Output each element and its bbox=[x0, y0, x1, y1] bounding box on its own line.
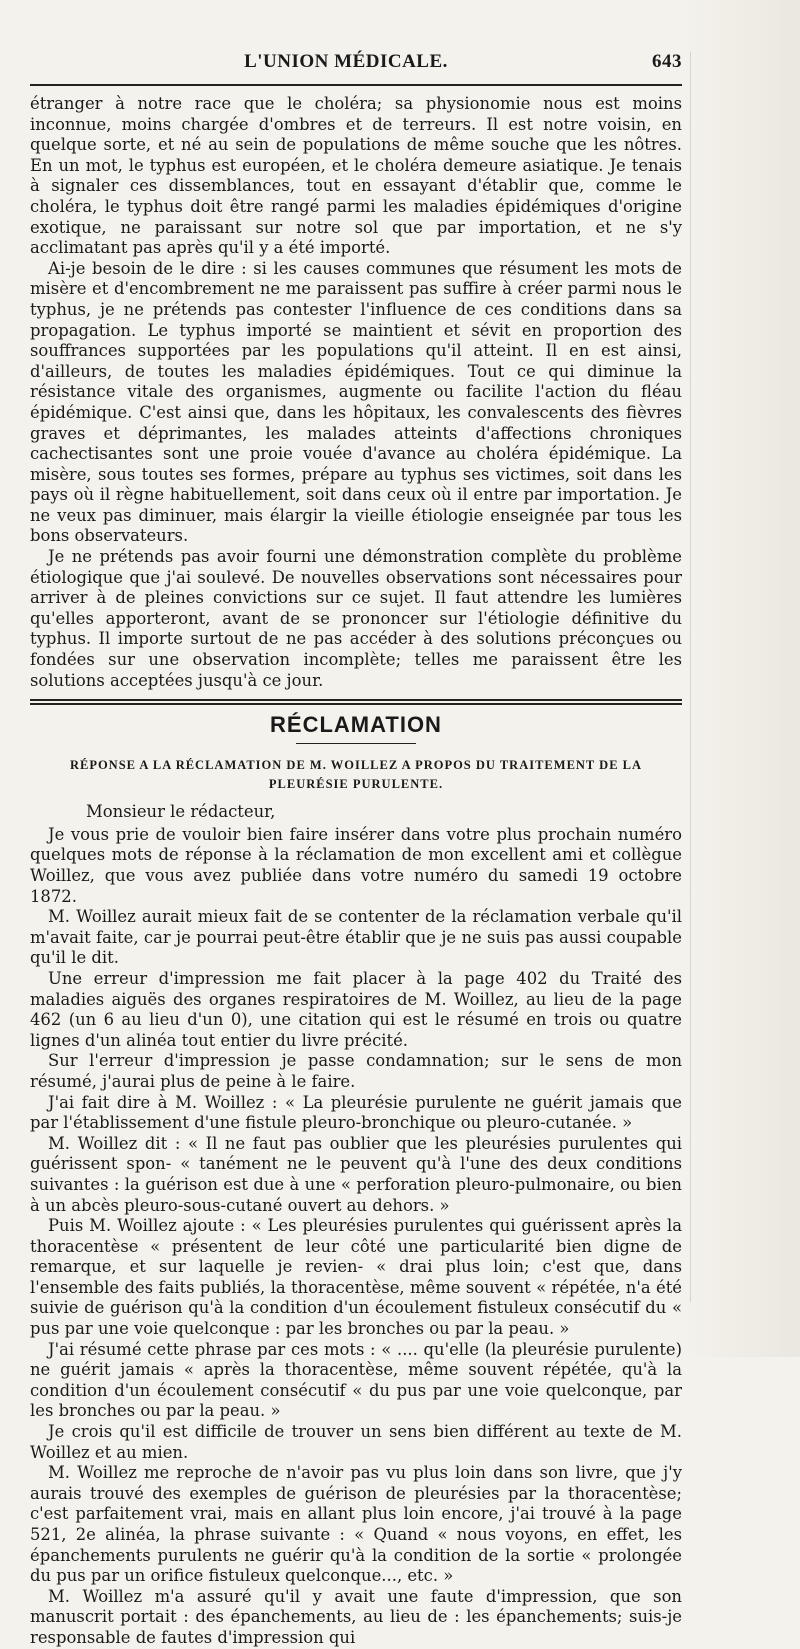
paragraph: J'ai fait dire à M. Woillez : « La pleurésie purulente ne guérit jamais que par l'établissement d'une fistule pleuro-bronchique ou pleuro-cutanée. » bbox=[30, 1092, 682, 1133]
section-title: RÉCLAMATION bbox=[270, 712, 442, 738]
page-edge bbox=[690, 52, 691, 1302]
section-separator bbox=[30, 699, 682, 705]
facing-page-bleed bbox=[682, 0, 800, 1357]
paragraph: Ai-je besoin de le dire : si les causes communes que résument les mots de misère et d'encombrement ne me paraissent pas suffire à créer parmi nous le typhus, je ne prétends pas contester l'influence de ces conditions dans sa propagation. Le typhus importé se maintient et sévit en proportion des souffrances supportées par les populations qu'il atteint. Il en est ainsi, d'ailleurs, de toutes les maladies épidémiques. Tout ce qui diminue la résistance vitale des organismes, augmente ou facilite l'action du fléau épidémique. C'est ainsi que, dans les hôpitaux, les convalescents des fièvres graves et déprimantes, les malades atteints d'affections chroniques cachectisantes sont une proie vouée d'avance au choléra épidémique. La misère, sous toutes ses formes, prépare au typhus ses victimes, soit dans les pays où il règne habituellement, soit dans ceux où il entre par importation. Je ne veux pas diminuer, mais élargir la vieille étiologie enseignée par tous les bons observateurs. bbox=[30, 258, 682, 546]
header-rule bbox=[30, 84, 682, 86]
paragraph: Je ne prétends pas avoir fourni une démonstration complète du problème étiologique que j'ai soulevé. De nouvelles observations sont nécessaires pour arriver à de pleines convictions sur ce sujet. Il faut attendre les lumières qu'elles apporteront, avant de se prononcer sur l'étiologie définitive du typhus. Il importe surtout de ne pas accéder à des solutions préconçues ou fondées sur une observation incomplète; telles me paraissent être les solutions acceptées jusqu'à ce jour. bbox=[30, 547, 682, 690]
title-underline bbox=[296, 743, 416, 744]
letter-body bbox=[30, 825, 682, 1649]
paragraph: J'ai résumé cette phrase par ces mots : « .... qu'elle (la pleurésie purulente) ne guérit jamais « après la thoracentèse, même souvent répétée, qu'à la condition d'un écoulement consécutif « du pus par une voie quelconque, par les bronches ou par la peau. » bbox=[30, 1339, 682, 1421]
journal-title: L'UNION MÉDICALE. bbox=[244, 51, 448, 72]
paragraph: M. Woillez me reproche de n'avoir pas vu plus loin dans son livre, que j'y aurais trouvé des exemples de guérison de pleurésies par la thoracentèse; c'est parfaitement vrai, mais en allant plus loin encore, j'ai trouvé à la page 521, 2e alinéa, la phrase suivante : « Quand « nous voyons, en effet, les épanchements purulents ne guérir qu'à la condition de la sortie « prolongée du pus par un orifice fistuleux quelconque..., etc. » bbox=[30, 1463, 682, 1586]
paragraph: Sur l'erreur d'impression je passe condamnation; sur le sens de mon résumé, j'aurai plus de peine à le faire. bbox=[30, 1051, 682, 1091]
paragraph: Une erreur d'impression me fait placer à la page 402 du Traité des maladies aiguës des organes respiratoires de M. Woillez, au lieu de la page 462 (un 6 au lieu d'un 0), une citation qui est le résumé en trois ou quatre lignes d'un alinéa tout entier du livre précité. bbox=[30, 968, 682, 1050]
paragraph: Puis M. Woillez ajoute : « Les pleurésies purulentes qui guérissent après la thoracentèse « présentent de leur côté une particularité bien digne de remarque, et sur laquelle je revien- « drai plus loin; c'est que, dans l'ensemble des faits publiés, la thoracentèse, même souvent « répétée, n'a été suivie de guérison qu'à la condition d'un écoulement fistuleux consécutif du « pus par une voie quelconque : par les bronches ou par la peau. » bbox=[30, 1216, 682, 1339]
page-number: 643 bbox=[652, 51, 682, 72]
article-continuation bbox=[30, 94, 682, 691]
document-page bbox=[30, 52, 682, 1649]
running-header bbox=[30, 52, 682, 76]
paragraph: M. Woillez m'a assuré qu'il y avait une faute d'impression, que son manuscrit portait : des épanchements, au lieu de : les épanchements; suis-je responsable de fautes d'impression qui bbox=[30, 1586, 682, 1647]
paragraph: M. Woillez dit : « Il ne faut pas oublier que les pleurésies purulentes qui guérissent spon- « tanément ne le peuvent qu'à l'une des deux conditions suivantes : la guérison est due à une « perforation pleuro-pulmonaire, ou bien à un abcès pleuro-sous-cutané ouvert au dehors. » bbox=[30, 1133, 682, 1215]
paragraph: M. Woillez aurait mieux fait de se contenter de la réclamation verbale qu'il m'avait faite, car je pourrai peut-être établir que je ne suis pas aussi coupable qu'il le dit. bbox=[30, 907, 682, 968]
paragraph: Je crois qu'il est difficile de trouver un sens bien différent au texte de M. Woillez et au mien. bbox=[30, 1422, 682, 1462]
section-subtitle: RÉPONSE A LA RÉCLAMATION DE M. WOILLEZ A PROPOS DU TRAITEMENT DE LA PLEURÉSIE PURULENTE. bbox=[69, 758, 643, 792]
paragraph: Je vous prie de vouloir bien faire insérer dans votre plus prochain numéro quelques mots de réponse à la réclamation de mon excellent ami et collègue Woillez, que vous avez publiée dans votre numéro du samedi 19 octobre 1872. bbox=[30, 824, 682, 906]
salutation: Monsieur le rédacteur, bbox=[86, 802, 276, 822]
paragraph: étranger à notre race que le choléra; sa physionomie nous est moins inconnue, moins chargée d'ombres et de terreurs. Il est notre voisin, en quelque sorte, et né au sein de populations de même souche que les nôtres. En un mot, le typhus est européen, et le choléra demeure asiatique. Je tenais à signaler ces dissemblances, tout en essayant d'établir que, comme le choléra, le typhus doit être rangé parmi les maladies épidémiques d'origine exotique, ne paraissant sur notre sol que par importation, et ne s'y acclimatant pas après qu'il y a été importé. bbox=[30, 94, 682, 258]
